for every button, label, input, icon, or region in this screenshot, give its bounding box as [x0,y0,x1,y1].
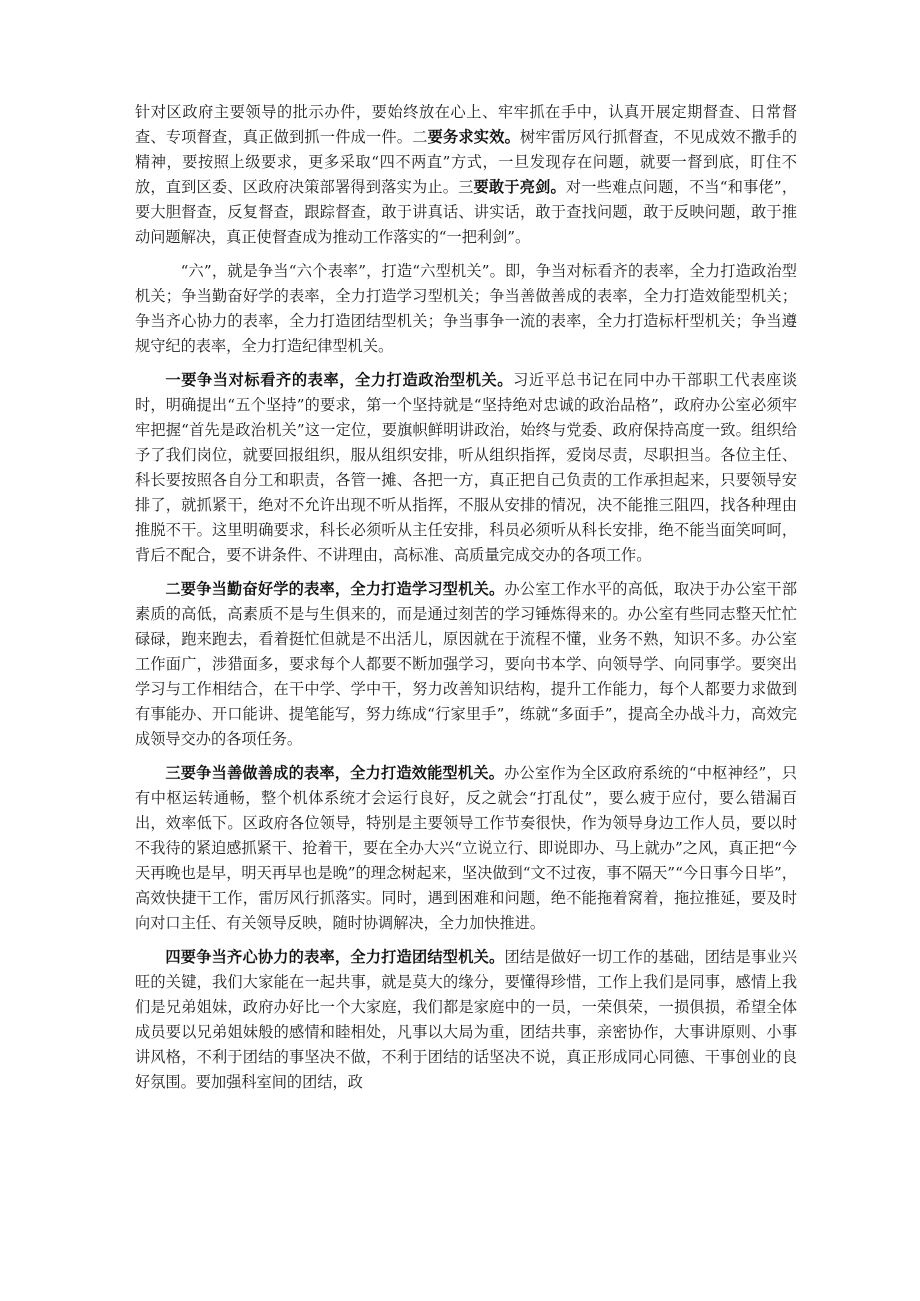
paragraph-heading-bold: 四要争当齐心协力的表率，全力打造团结型机关。 [165,948,505,966]
paragraph-heading-bold: 三要争当善做善成的表率，全力打造效能型机关。 [165,764,505,782]
paragraph-text: 对一些难点问题，不当“和事佬”，要大胆督查，反复督查，跟踪督查，敢于讲真话、讲实话，敢于查找问题，敢于反映问题，敢于推动问题解决，真正使督查成为推动工作落实的“一把利剑”。 [135,178,798,246]
paragraph-text: “六”，就是争当“六个表率”，打造“六型机关”。即，争当对标看齐的表率，全力打造政治型机关；争当勤奋好学的表率，全力打造学习型机关；争当善做善成的表率，全力打造效能型机关；争当齐心协力的表率，全力打造团结型机关；争当事争一流的表率，全力打造标杆型机关；争当遵规守纪的表率，全力打造纪律型机关。 [135,262,797,355]
paragraph-supervision-continued [135,100,797,250]
paragraph-political-model [135,368,797,568]
paragraph-efficiency-model [135,761,797,936]
paragraph-text: 习近平总书记在同中办干部职工代表座谈时，明确提出“五个坚持”的要求，第一个坚持就是“坚持绝对忠诚的政治品格”，政府办公室必须牢牢把握“首先是政治机关”这一定位，要旗帜鲜明讲政治，始终与党委、政府保持高度一致。组织给予了我们岗位，就要回报组织，服从组织安排，听从组织指挥，爱岗尽责，尽职担当。各位主任、科长要按照各自分工和职责，各管一摊、各把一方，真正把自己负责的工作承担起来，只要领导安排了，就抓紧干，绝对不允许出现不听从指挥，不服从安排的情况，决不能推三阻四，找各种理由推脱不干。这里明确要求，科长必须听从主任安排，科员必须听从科长安排，绝不能当面笑呵呵，背后不配合，要不讲条件、不讲理由，高标准、高质量完成交办的各项工作。 [135,371,798,564]
paragraph-heading-bold: 要敢于亮剑。 [473,178,566,196]
paragraph-learning-model [135,577,797,752]
paragraph-text: 团结是做好一切工作的基础，团结是事业兴旺的关键，我们大家能在一起共事，就是莫大的缘分，要懂得珍惜，工作上我们是同事，感情上我们是兄弟姐妹，政府办好比一个大家庭，我们都是家庭中的一员，一荣俱荣，一损俱损，希望全体成员要以兄弟姐妹般的感情和睦相处，凡事以大局为重，团结共事，亲密协作，大事讲原则、小事讲风格，不利于团结的事坚决不做，不利于团结的话坚决不说，真正形成同心同德、干事创业的良好氛围。要加强科室间的团结，政 [135,948,798,1091]
paragraph-heading-bold: 二要争当勤奋好学的表率，全力打造学习型机关。 [165,580,505,598]
paragraph-text: 办公室工作水平的高低，取决于办公室干部素质的高低，高素质不是与生俱来的，而是通过刻苦的学习锤炼得来的。办公室有些同志整天忙忙碌碌，跑来跑去，看着挺忙但就是不出活儿，原因就在于流程不懂，业务不熟，知识不多。办公室工作面广，涉猎面多，要求每个人都要不断加强学习，要向书本学、向领导学、向同事学。要突出学习与工作相结合，在干中学、学中干，努力改善知识结构，提升工作能力，每个人都要力求做到有事能办、开口能讲、提笔能写，努力练成“行家里手”，练就“多面手”，提高全办战斗力，高效完成领导交办的各项任务。 [135,580,798,748]
paragraph-text: 针对区政府主要领导的批示办件，要始终放在心上、牢牢抓在手中，认真开展定期督查、日常督查、专项督查，真正做到抓一件成一件。二 [135,103,797,146]
paragraph-six-models-intro [135,259,797,359]
document-page [135,100,797,1104]
paragraph-text: 办公室作为全区政府系统的“中枢神经”，只有中枢运转通畅，整个机体系统才会运行良好，反之就会“打乱仗”，要么疲于应付，要么错漏百出，效率低下。区政府各位领导，特别是主要领导工作节奏很快，作为领导身边工作人员，要以时不我待的紧迫感抓紧干、抢着干，要在全办大兴“立说立行、即说即办、马上就办”之风，真正把“今天再晚也是早，明天再早也是晚”的理念树起来，坚决做到“文不过夜，事不隔天”“今日事今日毕”，高效快捷干工作，雷厉风行抓落实。同时，遇到困难和问题，绝不能拖着窝着，拖拉推延，要及时向对口主任、有关领导反映，随时协调解决，全力加快推进。 [135,764,798,932]
paragraph-text: 树牢雷厉风行抓督查，不见成效不撒手的精神，要按照上级要求，更多采取“四不两直”方式，一旦发现存在问题，就要一督到底，盯住不放，直到区委、区政府决策部署得到落实为止。三 [135,128,798,196]
paragraph-heading-bold: 要务求实效。 [427,128,521,146]
paragraph-unity-model [135,945,797,1095]
paragraph-heading-bold: 一要争当对标看齐的表率，全力打造政治型机关。 [165,371,514,389]
